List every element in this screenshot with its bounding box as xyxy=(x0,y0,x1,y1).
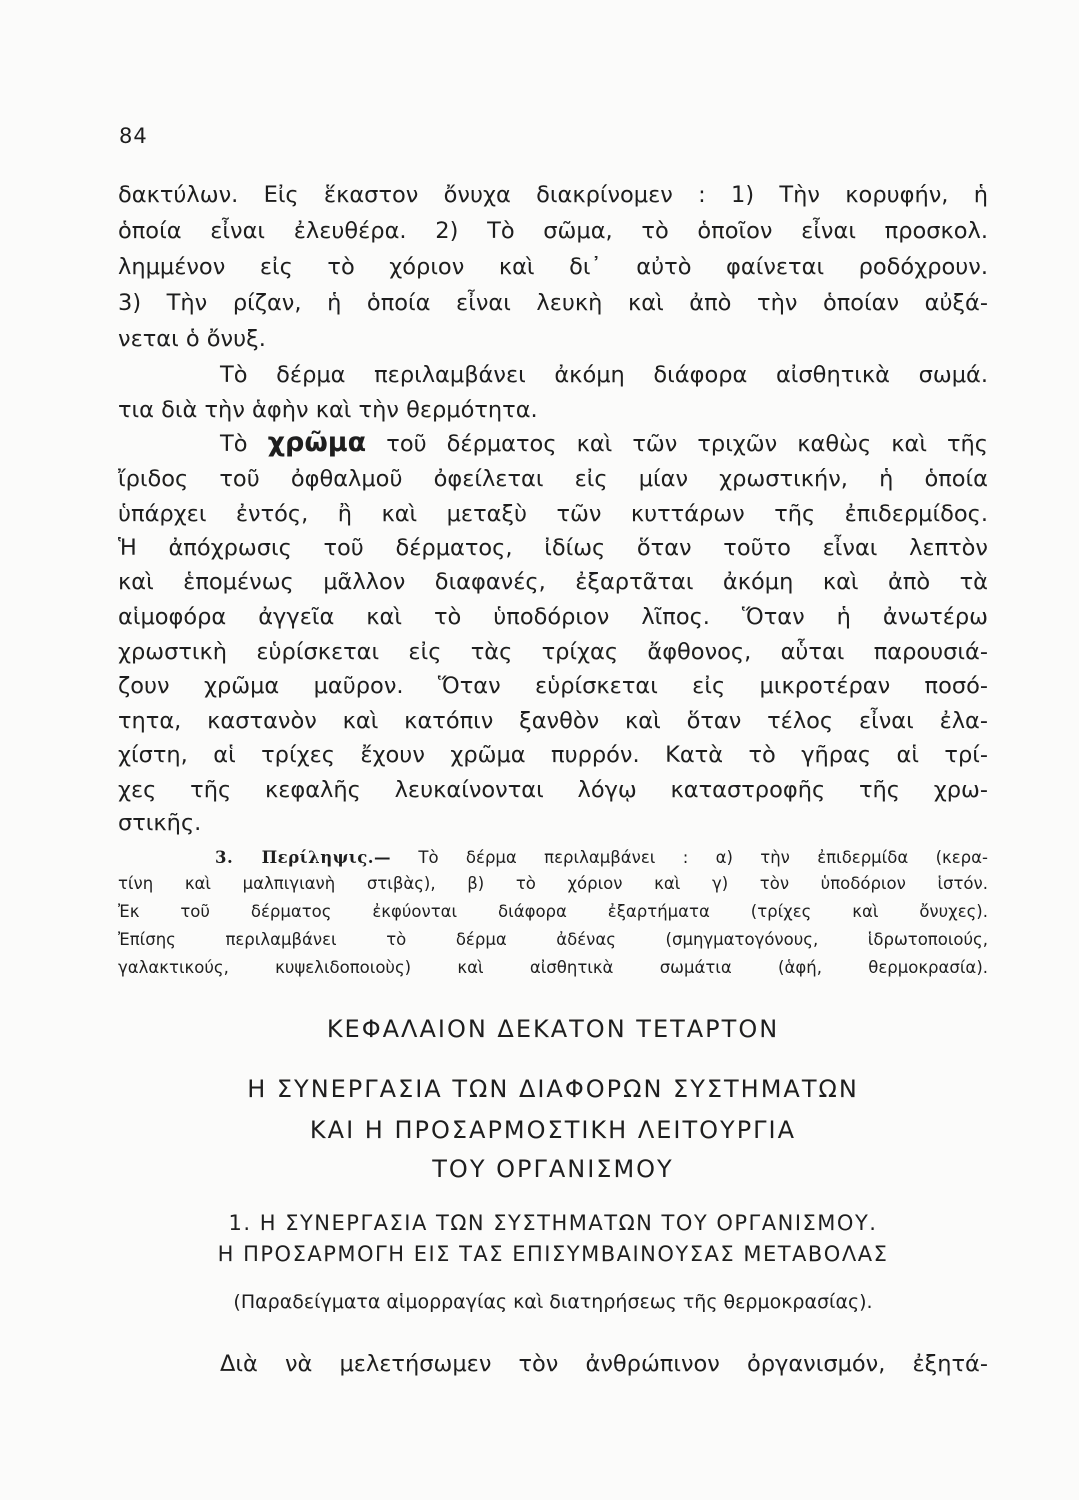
chapter-title-line: Η ΣΥΝΕΡΓΑΣΙΑ ΤΩΝ ΔΙΑΦΟΡΩΝ ΣΥΣΤΗΜΑΤΩΝ xyxy=(247,1075,859,1103)
section-caption: (Παραδείγματα αἱμορραγίας καὶ διατηρήσεως τῆς θερμοκρασίας). xyxy=(233,1291,873,1313)
text-line-with-emphasis xyxy=(220,428,988,459)
summary-line xyxy=(215,846,988,870)
text-line: χες τῆς κεφαλῆς λευκαίνονται λόγῳ καταστροφῆς τῆς χρω- xyxy=(118,777,988,803)
text-line: χίστη, αἱ τρίχες ἔχουν χρῶμα πυρρόν. Κατὰ τὸ γῆρας αἱ τρί- xyxy=(118,742,988,768)
text-fragment: Τὸ xyxy=(220,431,268,457)
text-line: ὁποία εἶναι ἐλευθέρα. 2) Τὸ σῶμα, τὸ ὁποῖον εἶναι προσκολ. xyxy=(118,218,988,244)
text-line: καὶ ἑπομένως μᾶλλον διαφανές, ἐξαρτᾶται ἀκόμη καὶ ἀπὸ τὰ xyxy=(118,569,988,595)
text-line: ζουν χρῶμα μαῦρον. Ὅταν εὑρίσκεται εἰς μικροτέραν ποσό- xyxy=(118,673,988,699)
page-number: 84 xyxy=(119,124,148,148)
chapter-title-line: ΚΑΙ Η ΠΡΟΣΑΡΜΟΣΤΙΚΗ ΛΕΙΤΟΥΡΓΙΑ xyxy=(309,1116,797,1144)
summary-line: Ἐκ τοῦ δέρματος ἐκφύονται διάφορα ἐξαρτήματα (τρίχες καὶ ὄνυχες). xyxy=(118,902,988,921)
chapter-heading: ΚΕΦΑΛΑΙΟΝ ΔΕΚΑΤΟΝ ΤΕΤΑΡΤΟΝ xyxy=(326,1015,780,1043)
summary-line: τίνη καὶ μαλπιγιανὴ στιβὰς), β) τὸ χόριον καὶ γ) τὸν ὑποδόριον ἱστόν. xyxy=(118,874,988,893)
text-line: στικῆς. xyxy=(118,810,202,836)
chapter-title-line: ΤΟΥ ΟΡΓΑΝΙΣΜΟΥ xyxy=(432,1155,674,1183)
text-line: τητα, καστανὸν καὶ κατόπιν ξανθὸν καὶ ὅταν τέλος εἶναι ἐλα- xyxy=(118,708,988,734)
text-line: Διὰ νὰ μελετήσωμεν τὸν ἀνθρώπινον ὀργανισμόν, ἐξητά- xyxy=(220,1351,988,1377)
section-title-line: Η ΠΡΟΣΑΡΜΟΓΗ ΕΙΣ ΤΑΣ ΕΠΙΣΥΜΒΑΙΝΟΥΣΑΣ ΜΕΤΑΒΟΛΑΣ xyxy=(217,1242,889,1266)
text-line: τια διὰ τὴν ἁφὴν καὶ τὴν θερμότητα. xyxy=(118,397,538,423)
text-line: δακτύλων. Εἰς ἕκαστον ὄνυχα διακρίνομεν : 1) Τὴν κορυφήν, ἡ xyxy=(118,182,988,208)
summary-label: 3. Περίληψις.— xyxy=(215,848,392,867)
text-line: νεται ὁ ὄνυξ. xyxy=(118,326,266,352)
text-line: 3) Τὴν ρίζαν, ἡ ὁποία εἶναι λευκὴ καὶ ἀπὸ τὴν ὁποίαν αὐξά- xyxy=(118,290,988,316)
text-line: λημμένον εἰς τὸ χόριον καὶ δι᾿ αὐτὸ φαίνεται ροδόχρουν. xyxy=(118,254,988,280)
text-line: χρωστικὴ εὑρίσκεται εἰς τὰς τρίχας ἄφθονος, αὗται παρουσιά- xyxy=(118,639,988,665)
text-line: ὑπάρχει ἐντός, ἢ καὶ μεταξὺ τῶν κυττάρων τῆς ἐπιδερμίδος. xyxy=(118,501,988,527)
text-line: αἱμοφόρα ἀγγεῖα καὶ τὸ ὑποδόριον λῖπος. Ὅταν ἡ ἀνωτέρω xyxy=(118,604,988,630)
text-line: Ἡ ἀπόχρωσις τοῦ δέρματος, ἰδίως ὅταν τοῦτο εἶναι λεπτὸν xyxy=(118,535,988,561)
emphasized-word: χρῶμα xyxy=(267,427,367,458)
summary-line: Ἐπίσης περιλαμβάνει τὸ δέρμα ἀδένας (σμηγματογόνους, ἱδρωτοποιούς, xyxy=(118,930,988,949)
text-fragment: Τὸ δέρμα περιλαμβάνει : α) τὴν ἐπιδερμίδα (κερα- xyxy=(391,848,988,867)
text-line: Τὸ δέρμα περιλαμβάνει ἀκόμη διάφορα αἰσθητικὰ σωμά. xyxy=(220,362,988,388)
text-fragment: τοῦ δέρματος καὶ τῶν τριχῶν καθὼς καὶ τῆς xyxy=(366,431,988,457)
summary-line: γαλακτικούς, κυψελιδοποιοὺς) καὶ αἰσθητικὰ σωμάτια (ἁφή, θερμοκρασία). xyxy=(118,958,988,977)
text-line: ἴριδος τοῦ ὀφθαλμοῦ ὀφείλεται εἰς μίαν χρωστικήν, ἡ ὁποία xyxy=(118,466,988,492)
section-title-line: 1. Η ΣΥΝΕΡΓΑΣΙΑ ΤΩΝ ΣΥΣΤΗΜΑΤΩΝ ΤΟΥ ΟΡΓΑΝΙΣΜΟΥ. xyxy=(228,1211,878,1235)
